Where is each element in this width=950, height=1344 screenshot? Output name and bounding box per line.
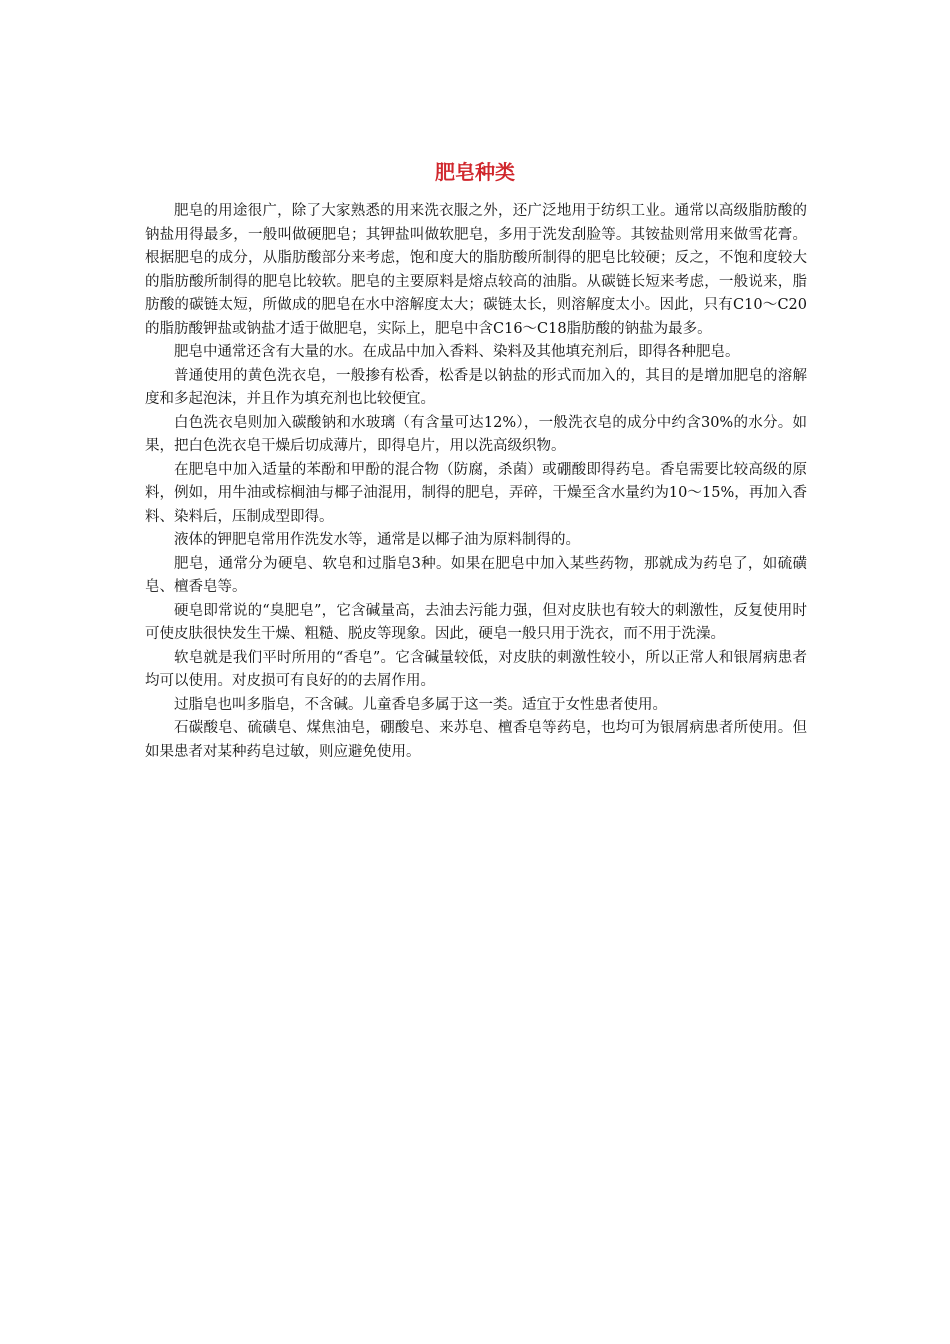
document-title: 肥皂种类	[435, 160, 515, 184]
paragraph: 硬皂即常说的“臭肥皂”，它含碱量高，去油去污能力强，但对皮肤也有较大的刺激性，反复使用时可使皮肤很快发生干燥、粗糙、脱皮等现象。因此，硬皂一般只用于洗衣，而不用于洗澡。	[145, 602, 807, 642]
paragraph: 普通使用的黄色洗衣皂，一般掺有松香，松香是以钠盐的形式而加入的，其目的是增加肥皂的溶解度和多起泡沫，并且作为填充剂也比较便宜。	[145, 367, 807, 407]
paragraph: 肥皂，通常分为硬皂、软皂和过脂皂3种。如果在肥皂中加入某些药物，那就成为药皂了，如硫磺皂、檀香皂等。	[145, 555, 807, 595]
paragraph: 软皂就是我们平时所用的“香皂”。它含碱量较低，对皮肤的刺激性较小，所以正常人和银屑病患者均可以使用。对皮损可有良好的的去屑作用。	[145, 649, 807, 689]
paragraph: 石碳酸皂、硫磺皂、煤焦油皂，硼酸皂、来苏皂、檀香皂等药皂，也均可为银屑病患者所使用。但如果患者对某种药皂过敏，则应避免使用。	[145, 720, 807, 760]
paragraph: 白色洗衣皂则加入碳酸钠和水玻璃（有含量可达12%），一般洗衣皂的成分中约含30%的水分。如果，把白色洗衣皂干燥后切成薄片，即得皂片，用以洗高级织物。	[145, 414, 807, 454]
paragraph: 肥皂的用途很广，除了大家熟悉的用来洗衣服之外，还广泛地用于纺织工业。通常以高级脂肪酸的钠盐用得最多，一般叫做硬肥皂；其钾盐叫做软肥皂，多用于洗发刮脸等。其铵盐则常用来做雪花膏。根据肥皂的成分，从脂肪酸部分来考虑，饱和度大的脂肪酸所制得的肥皂比较硬；反之，不饱和度较大的脂肪酸所制得的肥皂比较软。肥皂的主要原料是熔点较高的油脂。从碳链长短来考虑，一般说来，脂肪酸的碳链太短，所做成的肥皂在水中溶解度太大；碳链太长，则溶解度太小。因此，只有C10～C20的脂肪酸钾盐或钠盐才适于做肥皂，实际上，肥皂中含C16～C18脂肪酸的钠盐为最多。	[145, 203, 807, 337]
document-body	[145, 200, 807, 764]
paragraph: 在肥皂中加入适量的苯酚和甲酚的混合物（防腐，杀菌）或硼酸即得药皂。香皂需要比较高级的原料，例如，用牛油或棕榈油与椰子油混用，制得的肥皂，弄碎，干燥至含水量约为10～15%，再加入香料、染料后，压制成型即得。	[145, 461, 807, 525]
paragraph: 液体的钾肥皂常用作洗发水等，通常是以椰子油为原料制得的。	[174, 532, 580, 548]
paragraph: 过脂皂也叫多脂皂，不含碱。儿童香皂多属于这一类。适宜于女性患者使用。	[174, 696, 667, 713]
paragraph: 肥皂中通常还含有大量的水。在成品中加入香料、染料及其他填充剂后，即得各种肥皂。	[174, 344, 740, 360]
